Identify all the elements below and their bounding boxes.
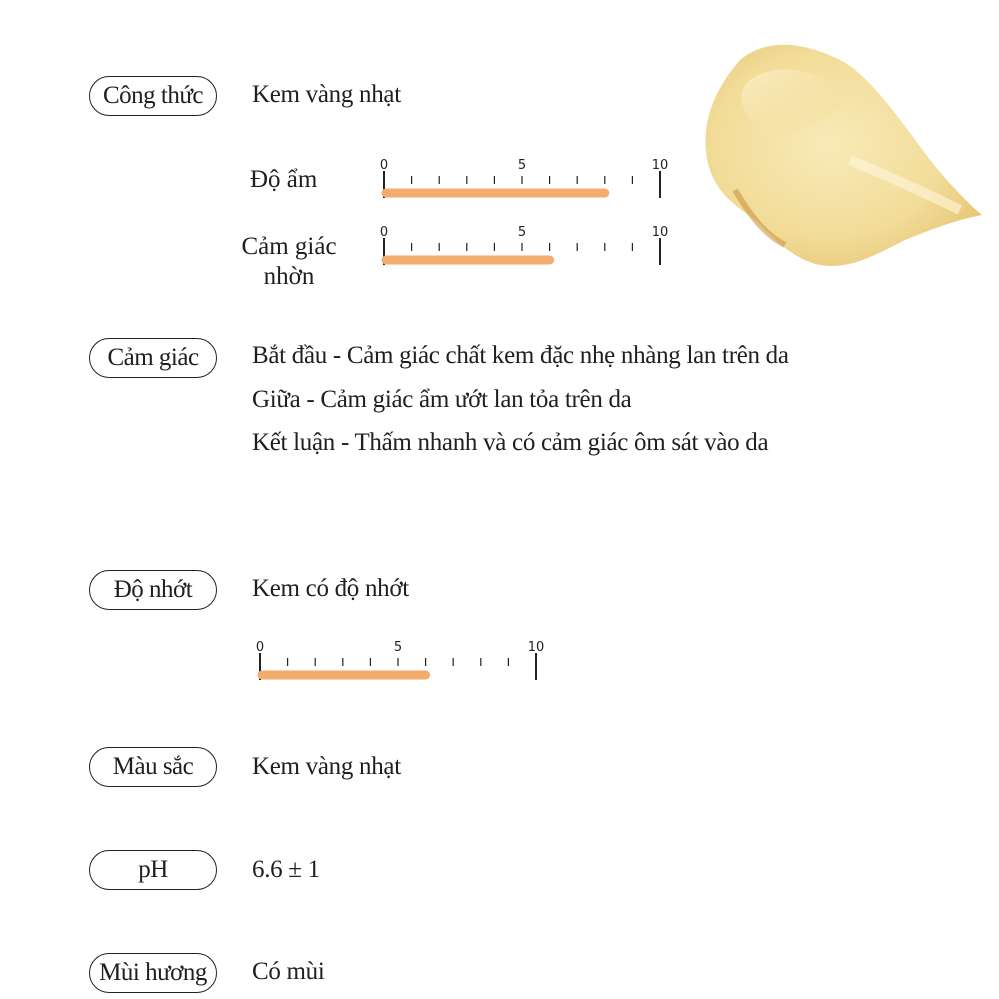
ph-label: pH — [138, 856, 168, 883]
gauge-tick-label-min: 0 — [379, 158, 389, 173]
scent-value: Có mùi — [252, 958, 325, 985]
viscosity-label-pill — [89, 570, 217, 610]
gauge-tick-label-min: 0 — [255, 640, 265, 655]
gauge-tick-label-max: 10 — [527, 640, 545, 655]
feeling-line-middle: Giữa - Cảm giác ẩm ướt lan tỏa trên da — [252, 386, 632, 413]
ph-label-pill — [89, 850, 217, 890]
moisture-gauge — [379, 158, 684, 218]
feeling-line-start: Bắt đầu - Cảm giác chất kem đặc nhẹ nhàng lan trên da — [252, 342, 789, 369]
feeling-label: Cảm giác — [107, 344, 199, 371]
scent-label: Mùi hương — [99, 959, 207, 986]
gauge-tick-label-max: 10 — [651, 158, 669, 173]
feeling-label-pill — [89, 338, 217, 378]
gauge-tick-label-mid: 5 — [517, 158, 527, 173]
color-value: Kem vàng nhạt — [252, 753, 401, 780]
gauge-svg — [379, 158, 684, 218]
formula-value: Kem vàng nhạt — [252, 81, 401, 108]
feeling-line-end: Kết luận - Thấm nhanh và có cảm giác ôm sát vào da — [252, 429, 769, 456]
gauge-svg — [379, 225, 684, 285]
viscosity-gauge — [255, 640, 560, 700]
formula-label: Công thức — [102, 82, 204, 109]
color-label: Màu sắc — [112, 753, 194, 780]
gauge-svg — [255, 640, 560, 700]
color-label-pill — [89, 747, 217, 787]
gauge-tick-label-min: 0 — [379, 225, 389, 240]
gauge-tick-label-mid: 5 — [517, 225, 527, 240]
gauge-tick-label-mid: 5 — [393, 640, 403, 655]
oiliness-label-line1: Cảm giác — [241, 233, 337, 260]
formula-label-pill — [89, 76, 217, 116]
scent-label-pill — [89, 953, 217, 993]
moisture-label: Độ ẩm — [250, 166, 318, 193]
ph-value: 6.6 ± 1 — [252, 856, 320, 883]
viscosity-label: Độ nhớt — [113, 576, 193, 603]
cream-swatch-image — [700, 40, 985, 275]
oiliness-label — [236, 232, 342, 292]
oiliness-gauge — [379, 225, 684, 285]
viscosity-value: Kem có độ nhớt — [252, 575, 409, 602]
gauge-tick-label-max: 10 — [651, 225, 669, 240]
oiliness-label-line2: nhờn — [263, 263, 315, 290]
